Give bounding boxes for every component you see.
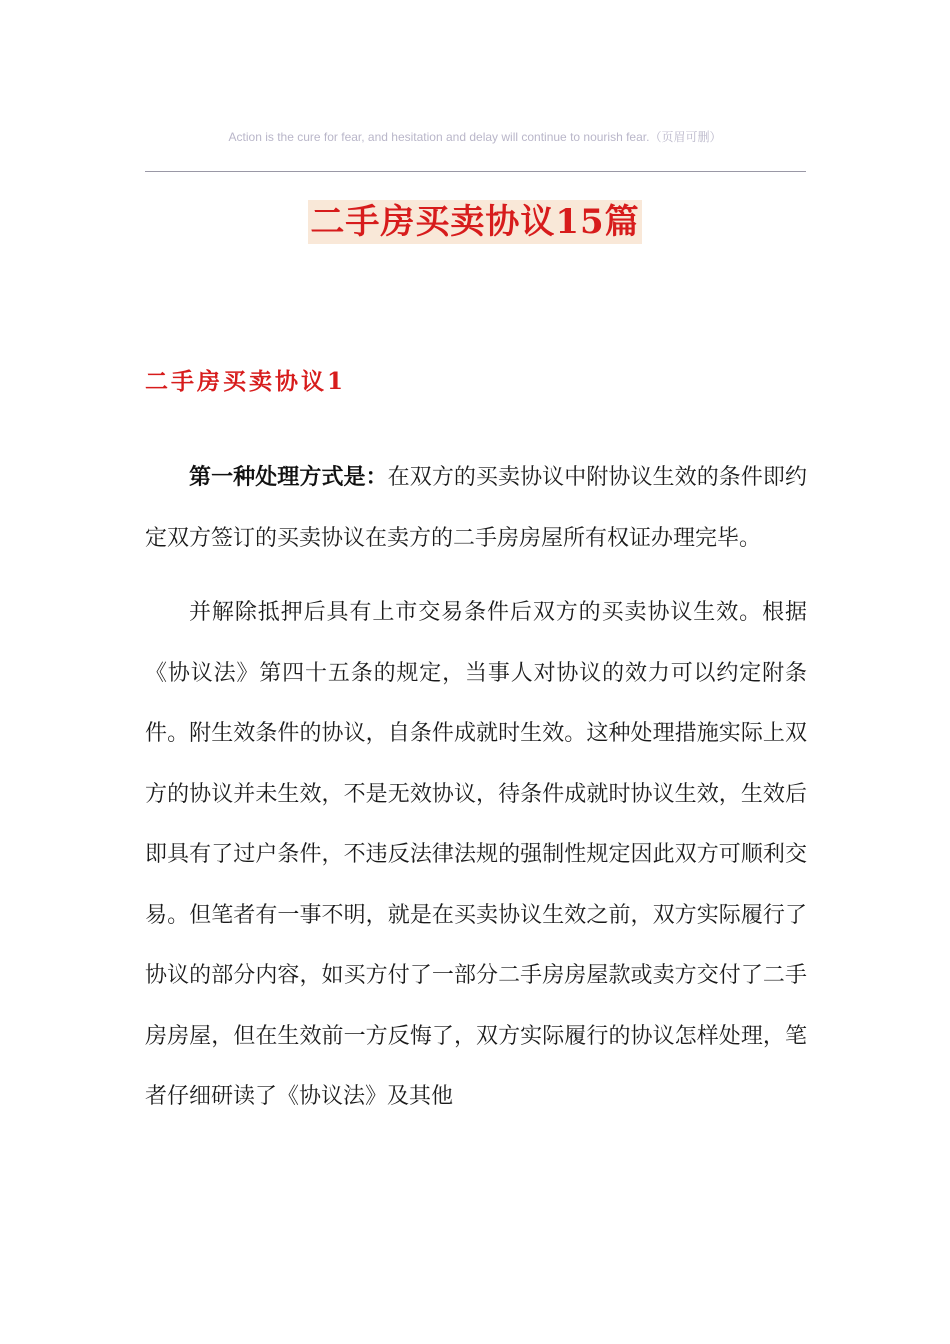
paragraph-1	[145, 447, 807, 569]
document-body	[145, 447, 807, 1128]
document-title-text: 二手房买卖协议15篇	[310, 202, 640, 242]
paragraph-2	[145, 583, 807, 1128]
header-divider	[145, 171, 806, 172]
page-header-text: Action is the cure for fear, and hesitation and delay will continue to nourish fear.（页眉可删）	[228, 130, 722, 144]
document-title	[0, 200, 950, 244]
paragraph-lead: 第一种处理方式是：	[189, 464, 388, 490]
section-heading: 二手房买卖协议1	[145, 368, 347, 395]
paragraph-text: 在双方的买卖协议中附协议生效的条件即约定双方签订的买卖协议在卖方的二手房房屋所有权证办理完毕。	[145, 465, 807, 551]
paragraph-text: 并解除抵押后具有上市交易条件后双方的买卖协议生效。根据《协议法》第四十五条的规定，当事人对协议的效力可以约定附条件。附生效条件的协议，自条件成就时生效。这种处理措施实际上双方的协议并未生效，不是无效协议，待条件成就时协议生效，生效后即具有了过户条件，不违反法律法规的强制性规定因此双方可顺利交易。但笔者有一事不明，就是在买卖协议生效之前，双方实际履行了协议的部分内容，如买方付了一部分二手房房屋款或卖方交付了二手房房屋，但在生效前一方反悔了，双方实际履行的协议怎样处理，笔者仔细研读了《协议法》及其他	[145, 600, 807, 1109]
